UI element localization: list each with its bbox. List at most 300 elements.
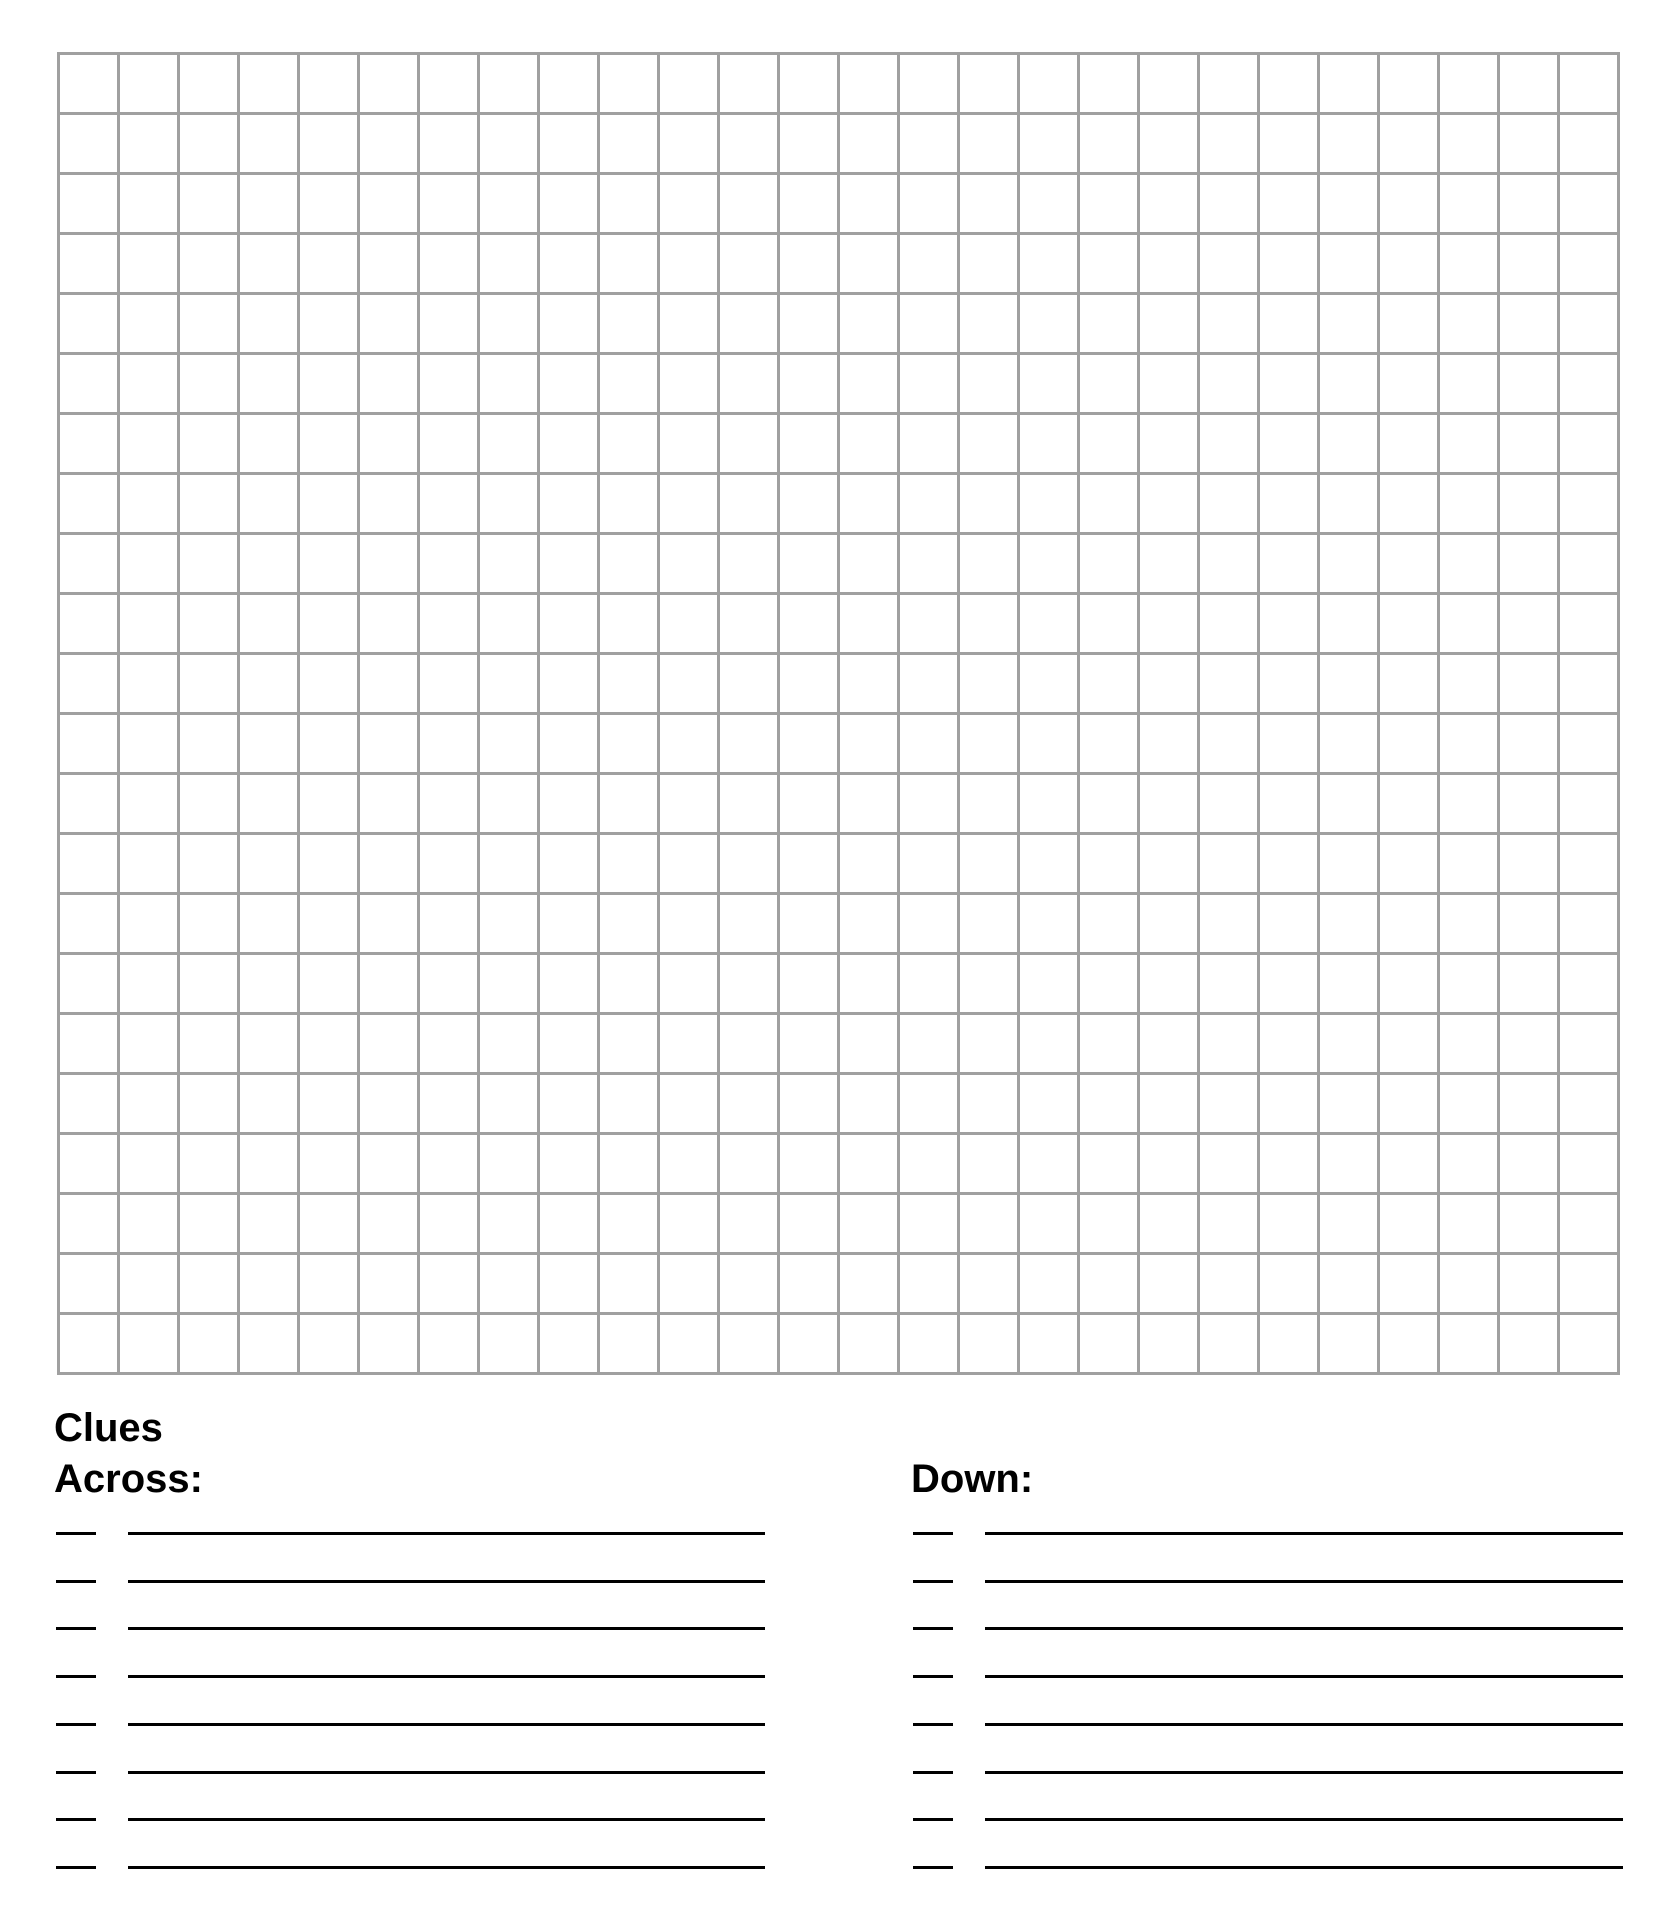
- clue-number-blank: [913, 1771, 953, 1774]
- grid-cell: [900, 175, 960, 235]
- grid-cell: [1560, 1195, 1620, 1255]
- grid-cell: [1380, 1315, 1440, 1375]
- grid-cell: [600, 415, 660, 475]
- grid-cell: [780, 955, 840, 1015]
- grid-cell: [360, 1015, 420, 1075]
- grid-cell: [1140, 415, 1200, 475]
- grid-cell: [60, 895, 120, 955]
- grid-cell: [1080, 1315, 1140, 1375]
- grid-cell: [1440, 955, 1500, 1015]
- grid-cell: [720, 235, 780, 295]
- grid-cell: [480, 115, 540, 175]
- grid-cell: [1200, 595, 1260, 655]
- grid-cell: [480, 415, 540, 475]
- grid-cell: [180, 595, 240, 655]
- grid-cell: [780, 115, 840, 175]
- grid-cell: [1020, 535, 1080, 595]
- grid-cell: [120, 55, 180, 115]
- grid-cell: [240, 535, 300, 595]
- grid-cell: [1500, 775, 1560, 835]
- clue-number-blank: [913, 1866, 953, 1869]
- grid-cell: [1140, 235, 1200, 295]
- grid-cell: [660, 235, 720, 295]
- grid-cell: [1260, 475, 1320, 535]
- grid-cell: [720, 835, 780, 895]
- grid-cell: [1020, 715, 1080, 775]
- grid-cell: [960, 895, 1020, 955]
- grid-cell: [1380, 175, 1440, 235]
- grid-cell: [540, 535, 600, 595]
- grid-cell: [900, 1075, 960, 1135]
- grid-cell: [900, 1195, 960, 1255]
- grid-cell: [360, 1195, 420, 1255]
- grid-cell: [480, 655, 540, 715]
- grid-cell: [180, 55, 240, 115]
- grid-cell: [300, 1135, 360, 1195]
- grid-cell: [600, 295, 660, 355]
- grid-cell: [1200, 235, 1260, 295]
- grid-cell: [1140, 955, 1200, 1015]
- grid-cell: [1260, 1075, 1320, 1135]
- grid-cell: [780, 1075, 840, 1135]
- grid-cell: [660, 1255, 720, 1315]
- grid-cell: [120, 1075, 180, 1135]
- grid-cell: [1260, 415, 1320, 475]
- grid-cell: [180, 295, 240, 355]
- grid-cell: [1020, 175, 1080, 235]
- grid-cell: [660, 595, 720, 655]
- grid-cell: [1260, 715, 1320, 775]
- grid-cell: [660, 55, 720, 115]
- grid-cell: [1140, 475, 1200, 535]
- clue-number-blank: [913, 1532, 953, 1535]
- clue-number-blank: [56, 1818, 96, 1821]
- grid-cell: [1260, 895, 1320, 955]
- grid-cell: [1380, 115, 1440, 175]
- grid-cell: [1260, 955, 1320, 1015]
- grid-cell: [240, 655, 300, 715]
- down-heading: Down:: [911, 1457, 1034, 1501]
- grid-cell: [660, 415, 720, 475]
- grid-cell: [840, 775, 900, 835]
- grid-cell: [960, 535, 1020, 595]
- grid-cell: [1020, 1195, 1080, 1255]
- grid-cell: [840, 115, 900, 175]
- grid-cell: [300, 1075, 360, 1135]
- grid-cell: [360, 355, 420, 415]
- grid-cell: [1320, 115, 1380, 175]
- grid-cell: [1560, 55, 1620, 115]
- grid-cell: [1440, 55, 1500, 115]
- grid-cell: [900, 655, 960, 715]
- grid-cell: [960, 775, 1020, 835]
- grid-cell: [240, 955, 300, 1015]
- grid-cell: [420, 115, 480, 175]
- grid-cell: [1020, 355, 1080, 415]
- grid-cell: [180, 535, 240, 595]
- grid-cell: [1500, 835, 1560, 895]
- grid-cell: [120, 535, 180, 595]
- grid-cell: [180, 715, 240, 775]
- grid-cell: [960, 955, 1020, 1015]
- grid-cell: [60, 1075, 120, 1135]
- grid-cell: [660, 895, 720, 955]
- grid-cell: [1500, 1315, 1560, 1375]
- grid-cell: [840, 535, 900, 595]
- grid-cell: [360, 655, 420, 715]
- grid-cell: [780, 835, 840, 895]
- grid-cell: [1260, 1135, 1320, 1195]
- grid-cell: [540, 835, 600, 895]
- grid-cell: [60, 235, 120, 295]
- grid-cell: [120, 175, 180, 235]
- grid-cell: [1440, 115, 1500, 175]
- grid-cell: [1560, 415, 1620, 475]
- grid-cell: [720, 1135, 780, 1195]
- grid-cell: [660, 835, 720, 895]
- grid-cell: [600, 715, 660, 775]
- grid-cell: [1320, 835, 1380, 895]
- grid-cell: [60, 955, 120, 1015]
- grid-cell: [840, 415, 900, 475]
- grid-cell: [780, 775, 840, 835]
- grid-cell: [360, 55, 420, 115]
- grid-cell: [420, 595, 480, 655]
- grid-cell: [180, 355, 240, 415]
- grid-cell: [120, 115, 180, 175]
- grid-cell: [1080, 115, 1140, 175]
- grid-cell: [960, 475, 1020, 535]
- grid-cell: [360, 955, 420, 1015]
- grid-cell: [1140, 1195, 1200, 1255]
- grid-cell: [1260, 1315, 1320, 1375]
- grid-cell: [1200, 955, 1260, 1015]
- grid-cell: [1560, 1315, 1620, 1375]
- grid-cell: [1020, 115, 1080, 175]
- grid-cell: [240, 295, 300, 355]
- grid-cell: [1320, 415, 1380, 475]
- grid-cell: [600, 1015, 660, 1075]
- grid-cell: [600, 655, 660, 715]
- grid-cell: [180, 1255, 240, 1315]
- clue-text-blank: [128, 1675, 765, 1678]
- grid-cell: [1500, 415, 1560, 475]
- grid-cell: [1260, 535, 1320, 595]
- grid-cell: [1080, 1195, 1140, 1255]
- grid-cell: [540, 655, 600, 715]
- grid-cell: [1440, 715, 1500, 775]
- grid-cell: [1500, 295, 1560, 355]
- grid-cell: [180, 775, 240, 835]
- grid-cell: [540, 595, 600, 655]
- grid-cell: [1560, 1015, 1620, 1075]
- grid-cell: [120, 1135, 180, 1195]
- grid-cell: [840, 1015, 900, 1075]
- grid-cell: [240, 1315, 300, 1375]
- grid-cell: [900, 1015, 960, 1075]
- grid-cell: [1200, 775, 1260, 835]
- grid-cell: [600, 1255, 660, 1315]
- clue-text-blank: [985, 1532, 1623, 1535]
- grid-cell: [1200, 655, 1260, 715]
- grid-cell: [300, 1015, 360, 1075]
- grid-cell: [480, 835, 540, 895]
- grid-cell: [1380, 415, 1440, 475]
- grid-cell: [180, 235, 240, 295]
- grid-cell: [1020, 1135, 1080, 1195]
- clue-text-blank: [128, 1771, 765, 1774]
- grid-cell: [180, 115, 240, 175]
- grid-cell: [1500, 595, 1560, 655]
- grid-cell: [1500, 535, 1560, 595]
- grid-cell: [660, 1075, 720, 1135]
- grid-cell: [1200, 535, 1260, 595]
- grid-cell: [360, 1135, 420, 1195]
- grid-cell: [240, 595, 300, 655]
- grid-cell: [1440, 295, 1500, 355]
- grid-cell: [360, 175, 420, 235]
- grid-cell: [540, 415, 600, 475]
- grid-cell: [180, 1315, 240, 1375]
- grid-cell: [720, 1075, 780, 1135]
- grid-cell: [1080, 955, 1140, 1015]
- grid-cell: [600, 955, 660, 1015]
- grid-cell: [780, 1135, 840, 1195]
- grid-cell: [300, 475, 360, 535]
- grid-cell: [720, 295, 780, 355]
- grid-cell: [1020, 835, 1080, 895]
- grid-cell: [1140, 1255, 1200, 1315]
- grid-cell: [300, 295, 360, 355]
- grid-cell: [1200, 1075, 1260, 1135]
- grid-cell: [960, 1015, 1020, 1075]
- grid-cell: [840, 1315, 900, 1375]
- grid-cell: [300, 55, 360, 115]
- grid-cell: [60, 55, 120, 115]
- grid-cell: [1500, 475, 1560, 535]
- grid-cell: [960, 655, 1020, 715]
- grid-cell: [360, 115, 420, 175]
- grid-cell: [1140, 175, 1200, 235]
- grid-cell: [540, 895, 600, 955]
- grid-cell: [120, 415, 180, 475]
- grid-cell: [180, 415, 240, 475]
- clue-text-blank: [985, 1723, 1623, 1726]
- grid-cell: [180, 655, 240, 715]
- grid-cell: [480, 535, 540, 595]
- grid-cell: [360, 1255, 420, 1315]
- grid-cell: [420, 55, 480, 115]
- grid-cell: [1380, 715, 1440, 775]
- grid-cell: [840, 835, 900, 895]
- grid-cell: [120, 1195, 180, 1255]
- grid-cell: [1200, 115, 1260, 175]
- grid-cell: [1080, 1015, 1140, 1075]
- grid-cell: [1320, 1015, 1380, 1075]
- grid-cell: [1320, 1135, 1380, 1195]
- grid-cell: [1440, 235, 1500, 295]
- grid-cell: [180, 175, 240, 235]
- grid-cell: [1020, 1075, 1080, 1135]
- grid-cell: [120, 775, 180, 835]
- clue-number-blank: [56, 1532, 96, 1535]
- grid-cell: [660, 655, 720, 715]
- grid-cell: [300, 535, 360, 595]
- grid-cell: [540, 1135, 600, 1195]
- grid-cell: [480, 715, 540, 775]
- grid-cell: [1020, 235, 1080, 295]
- grid-cell: [1080, 655, 1140, 715]
- grid-cell: [840, 355, 900, 415]
- grid-cell: [1560, 895, 1620, 955]
- grid-cell: [1560, 115, 1620, 175]
- grid-cell: [780, 415, 840, 475]
- grid-cell: [960, 1195, 1020, 1255]
- clue-text-blank: [985, 1866, 1623, 1869]
- grid-cell: [1140, 715, 1200, 775]
- grid-cell: [120, 835, 180, 895]
- grid-cell: [540, 475, 600, 535]
- grid-cell: [540, 115, 600, 175]
- grid-cell: [900, 295, 960, 355]
- grid-cell: [1380, 955, 1440, 1015]
- clue-number-blank: [56, 1675, 96, 1678]
- grid-cell: [1440, 1135, 1500, 1195]
- grid-cell: [60, 1135, 120, 1195]
- grid-cell: [1320, 535, 1380, 595]
- grid-cell: [60, 295, 120, 355]
- grid-cell: [480, 895, 540, 955]
- grid-cell: [480, 1315, 540, 1375]
- grid-cell: [1140, 55, 1200, 115]
- grid-cell: [1440, 895, 1500, 955]
- grid-cell: [420, 1315, 480, 1375]
- grid-cell: [1080, 355, 1140, 415]
- grid-cell: [660, 1315, 720, 1375]
- grid-cell: [360, 595, 420, 655]
- grid-cell: [540, 235, 600, 295]
- grid-cell: [1320, 1195, 1380, 1255]
- grid-cell: [660, 355, 720, 415]
- grid-cell: [540, 1195, 600, 1255]
- grid-cell: [1080, 715, 1140, 775]
- grid-cell: [1200, 1195, 1260, 1255]
- grid-cell: [960, 715, 1020, 775]
- grid-cell: [840, 235, 900, 295]
- grid-cell: [1500, 1075, 1560, 1135]
- grid-cell: [420, 415, 480, 475]
- grid-cell: [1440, 535, 1500, 595]
- clue-number-blank: [913, 1627, 953, 1630]
- grid-cell: [1440, 415, 1500, 475]
- grid-cell: [480, 475, 540, 535]
- grid-cell: [1260, 115, 1320, 175]
- grid-cell: [900, 355, 960, 415]
- grid-cell: [960, 115, 1020, 175]
- clue-text-blank: [128, 1818, 765, 1821]
- grid-cell: [240, 475, 300, 535]
- grid-cell: [840, 1075, 900, 1135]
- grid-cell: [1380, 835, 1440, 895]
- grid-cell: [60, 175, 120, 235]
- grid-cell: [1140, 355, 1200, 415]
- grid-cell: [1560, 595, 1620, 655]
- grid-cell: [1440, 595, 1500, 655]
- grid-cell: [480, 1255, 540, 1315]
- grid-cell: [300, 355, 360, 415]
- grid-cell: [1500, 1135, 1560, 1195]
- grid-cell: [1080, 595, 1140, 655]
- grid-cell: [1260, 1015, 1320, 1075]
- grid-cell: [660, 475, 720, 535]
- grid-cell: [60, 835, 120, 895]
- grid-cell: [120, 955, 180, 1015]
- grid-cell: [300, 835, 360, 895]
- grid-cell: [1320, 1075, 1380, 1135]
- grid-cell: [360, 415, 420, 475]
- grid-cell: [240, 175, 300, 235]
- grid-cell: [1560, 1135, 1620, 1195]
- grid-cell: [1200, 895, 1260, 955]
- grid-cell: [240, 55, 300, 115]
- grid-cell: [1080, 895, 1140, 955]
- grid-cell: [60, 775, 120, 835]
- grid-cell: [1080, 535, 1140, 595]
- grid-cell: [1320, 775, 1380, 835]
- grid-cell: [1380, 235, 1440, 295]
- grid-cell: [540, 955, 600, 1015]
- grid-cell: [240, 1075, 300, 1135]
- grid-cell: [1380, 1015, 1440, 1075]
- grid-cell: [1560, 355, 1620, 415]
- grid-cell: [480, 595, 540, 655]
- grid-cell: [1320, 715, 1380, 775]
- grid-cell: [840, 1195, 900, 1255]
- grid-cell: [120, 1255, 180, 1315]
- grid-cell: [1140, 1015, 1200, 1075]
- grid-cell: [480, 1075, 540, 1135]
- grid-cell: [900, 895, 960, 955]
- grid-cell: [1380, 595, 1440, 655]
- grid-cell: [180, 475, 240, 535]
- grid-cell: [540, 1075, 600, 1135]
- clue-text-blank: [985, 1627, 1623, 1630]
- grid-cell: [960, 835, 1020, 895]
- grid-cell: [720, 535, 780, 595]
- grid-cell: [600, 775, 660, 835]
- grid-cell: [900, 1315, 960, 1375]
- grid-cell: [1200, 295, 1260, 355]
- grid-cell: [900, 535, 960, 595]
- grid-cell: [1500, 115, 1560, 175]
- grid-cell: [780, 1315, 840, 1375]
- grid-cell: [1200, 475, 1260, 535]
- grid-cell: [1080, 1255, 1140, 1315]
- grid-cell: [1380, 1255, 1440, 1315]
- grid-cell: [1200, 1255, 1260, 1315]
- grid-cell: [1560, 295, 1620, 355]
- grid-cell: [600, 1315, 660, 1375]
- grid-cell: [1440, 835, 1500, 895]
- grid-cell: [900, 595, 960, 655]
- grid-cell: [180, 1135, 240, 1195]
- grid-cell: [480, 955, 540, 1015]
- grid-cell: [60, 595, 120, 655]
- clue-text-blank: [985, 1771, 1623, 1774]
- grid-cell: [1560, 235, 1620, 295]
- grid-cell: [360, 895, 420, 955]
- grid-cell: [180, 895, 240, 955]
